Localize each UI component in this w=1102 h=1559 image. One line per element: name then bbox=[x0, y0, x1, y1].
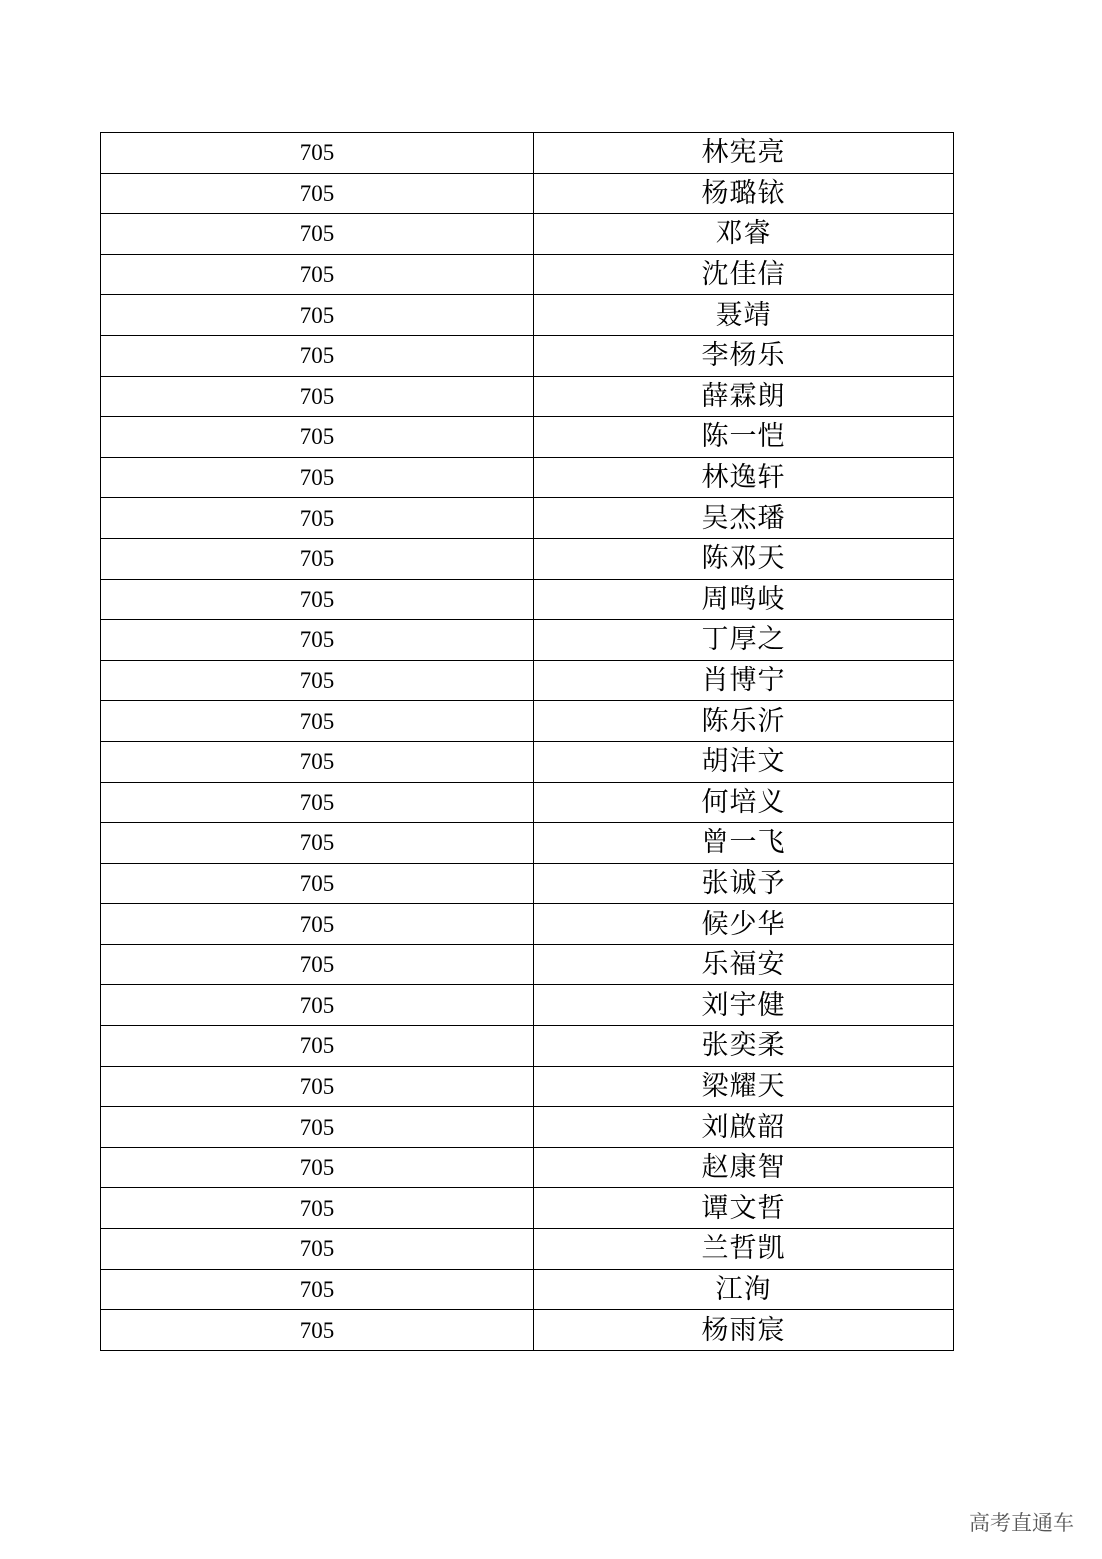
table-row bbox=[101, 579, 954, 620]
table-row bbox=[101, 620, 954, 661]
name-cell: 陈乐沂 bbox=[534, 701, 954, 742]
name-cell: 乐福安 bbox=[534, 944, 954, 985]
table-row bbox=[101, 1026, 954, 1067]
name-cell: 肖博宁 bbox=[534, 660, 954, 701]
score-cell: 705 bbox=[101, 823, 534, 864]
score-name-table bbox=[100, 132, 954, 1351]
score-cell: 705 bbox=[101, 133, 534, 174]
table-row bbox=[101, 904, 954, 945]
name-cell: 丁厚之 bbox=[534, 620, 954, 661]
table-row bbox=[101, 335, 954, 376]
table-row bbox=[101, 498, 954, 539]
table-row bbox=[101, 417, 954, 458]
score-cell: 705 bbox=[101, 1310, 534, 1351]
name-cell: 谭文哲 bbox=[534, 1188, 954, 1229]
watermark-text: 高考直通车 bbox=[969, 1511, 1074, 1535]
table-row bbox=[101, 214, 954, 255]
score-cell: 705 bbox=[101, 295, 534, 336]
name-cell: 兰哲凯 bbox=[534, 1229, 954, 1270]
name-cell: 张诚予 bbox=[534, 863, 954, 904]
score-cell: 705 bbox=[101, 376, 534, 417]
score-cell: 705 bbox=[101, 254, 534, 295]
score-cell: 705 bbox=[101, 1107, 534, 1148]
table-row bbox=[101, 295, 954, 336]
name-cell: 薛霖朗 bbox=[534, 376, 954, 417]
name-cell: 林逸轩 bbox=[534, 457, 954, 498]
table-row bbox=[101, 1310, 954, 1351]
name-cell: 刘宇健 bbox=[534, 985, 954, 1026]
table-row bbox=[101, 660, 954, 701]
table-row bbox=[101, 741, 954, 782]
score-cell: 705 bbox=[101, 498, 534, 539]
score-cell: 705 bbox=[101, 1147, 534, 1188]
score-cell: 705 bbox=[101, 579, 534, 620]
table-row bbox=[101, 254, 954, 295]
name-cell: 周鸣岐 bbox=[534, 579, 954, 620]
name-cell: 赵康智 bbox=[534, 1147, 954, 1188]
table-row bbox=[101, 944, 954, 985]
score-cell: 705 bbox=[101, 1026, 534, 1067]
name-cell: 邓睿 bbox=[534, 214, 954, 255]
table-row bbox=[101, 173, 954, 214]
score-cell: 705 bbox=[101, 1188, 534, 1229]
name-cell: 江洵 bbox=[534, 1269, 954, 1310]
table-row bbox=[101, 1147, 954, 1188]
score-cell: 705 bbox=[101, 660, 534, 701]
table-row bbox=[101, 863, 954, 904]
name-cell: 梁耀天 bbox=[534, 1066, 954, 1107]
name-cell: 李杨乐 bbox=[534, 335, 954, 376]
name-cell: 吴杰璠 bbox=[534, 498, 954, 539]
score-cell: 705 bbox=[101, 417, 534, 458]
score-cell: 705 bbox=[101, 1066, 534, 1107]
name-cell: 候少华 bbox=[534, 904, 954, 945]
name-cell: 陈邓天 bbox=[534, 538, 954, 579]
score-cell: 705 bbox=[101, 1229, 534, 1270]
table-row bbox=[101, 538, 954, 579]
score-cell: 705 bbox=[101, 782, 534, 823]
table-row bbox=[101, 457, 954, 498]
score-cell: 705 bbox=[101, 620, 534, 661]
name-cell: 陈一恺 bbox=[534, 417, 954, 458]
table-row bbox=[101, 823, 954, 864]
score-cell: 705 bbox=[101, 741, 534, 782]
table-row bbox=[101, 782, 954, 823]
score-cell: 705 bbox=[101, 457, 534, 498]
name-cell: 杨璐铱 bbox=[534, 173, 954, 214]
score-cell: 705 bbox=[101, 538, 534, 579]
score-cell: 705 bbox=[101, 904, 534, 945]
name-cell: 林宪亮 bbox=[534, 133, 954, 174]
table-row bbox=[101, 985, 954, 1026]
table-row bbox=[101, 701, 954, 742]
score-cell: 705 bbox=[101, 985, 534, 1026]
name-cell: 刘啟韶 bbox=[534, 1107, 954, 1148]
table-row bbox=[101, 1066, 954, 1107]
table-row bbox=[101, 1269, 954, 1310]
table-row bbox=[101, 1188, 954, 1229]
score-cell: 705 bbox=[101, 701, 534, 742]
table-body bbox=[101, 133, 954, 1351]
score-cell: 705 bbox=[101, 944, 534, 985]
table-row bbox=[101, 1107, 954, 1148]
table-row bbox=[101, 1229, 954, 1270]
name-cell: 沈佳信 bbox=[534, 254, 954, 295]
score-cell: 705 bbox=[101, 214, 534, 255]
score-cell: 705 bbox=[101, 1269, 534, 1310]
name-cell: 聂靖 bbox=[534, 295, 954, 336]
score-cell: 705 bbox=[101, 173, 534, 214]
table-row bbox=[101, 133, 954, 174]
score-cell: 705 bbox=[101, 863, 534, 904]
name-cell: 何培义 bbox=[534, 782, 954, 823]
name-cell: 曾一飞 bbox=[534, 823, 954, 864]
name-cell: 杨雨宸 bbox=[534, 1310, 954, 1351]
table-row bbox=[101, 376, 954, 417]
name-cell: 张奕柔 bbox=[534, 1026, 954, 1067]
name-cell: 胡沣文 bbox=[534, 741, 954, 782]
score-cell: 705 bbox=[101, 335, 534, 376]
